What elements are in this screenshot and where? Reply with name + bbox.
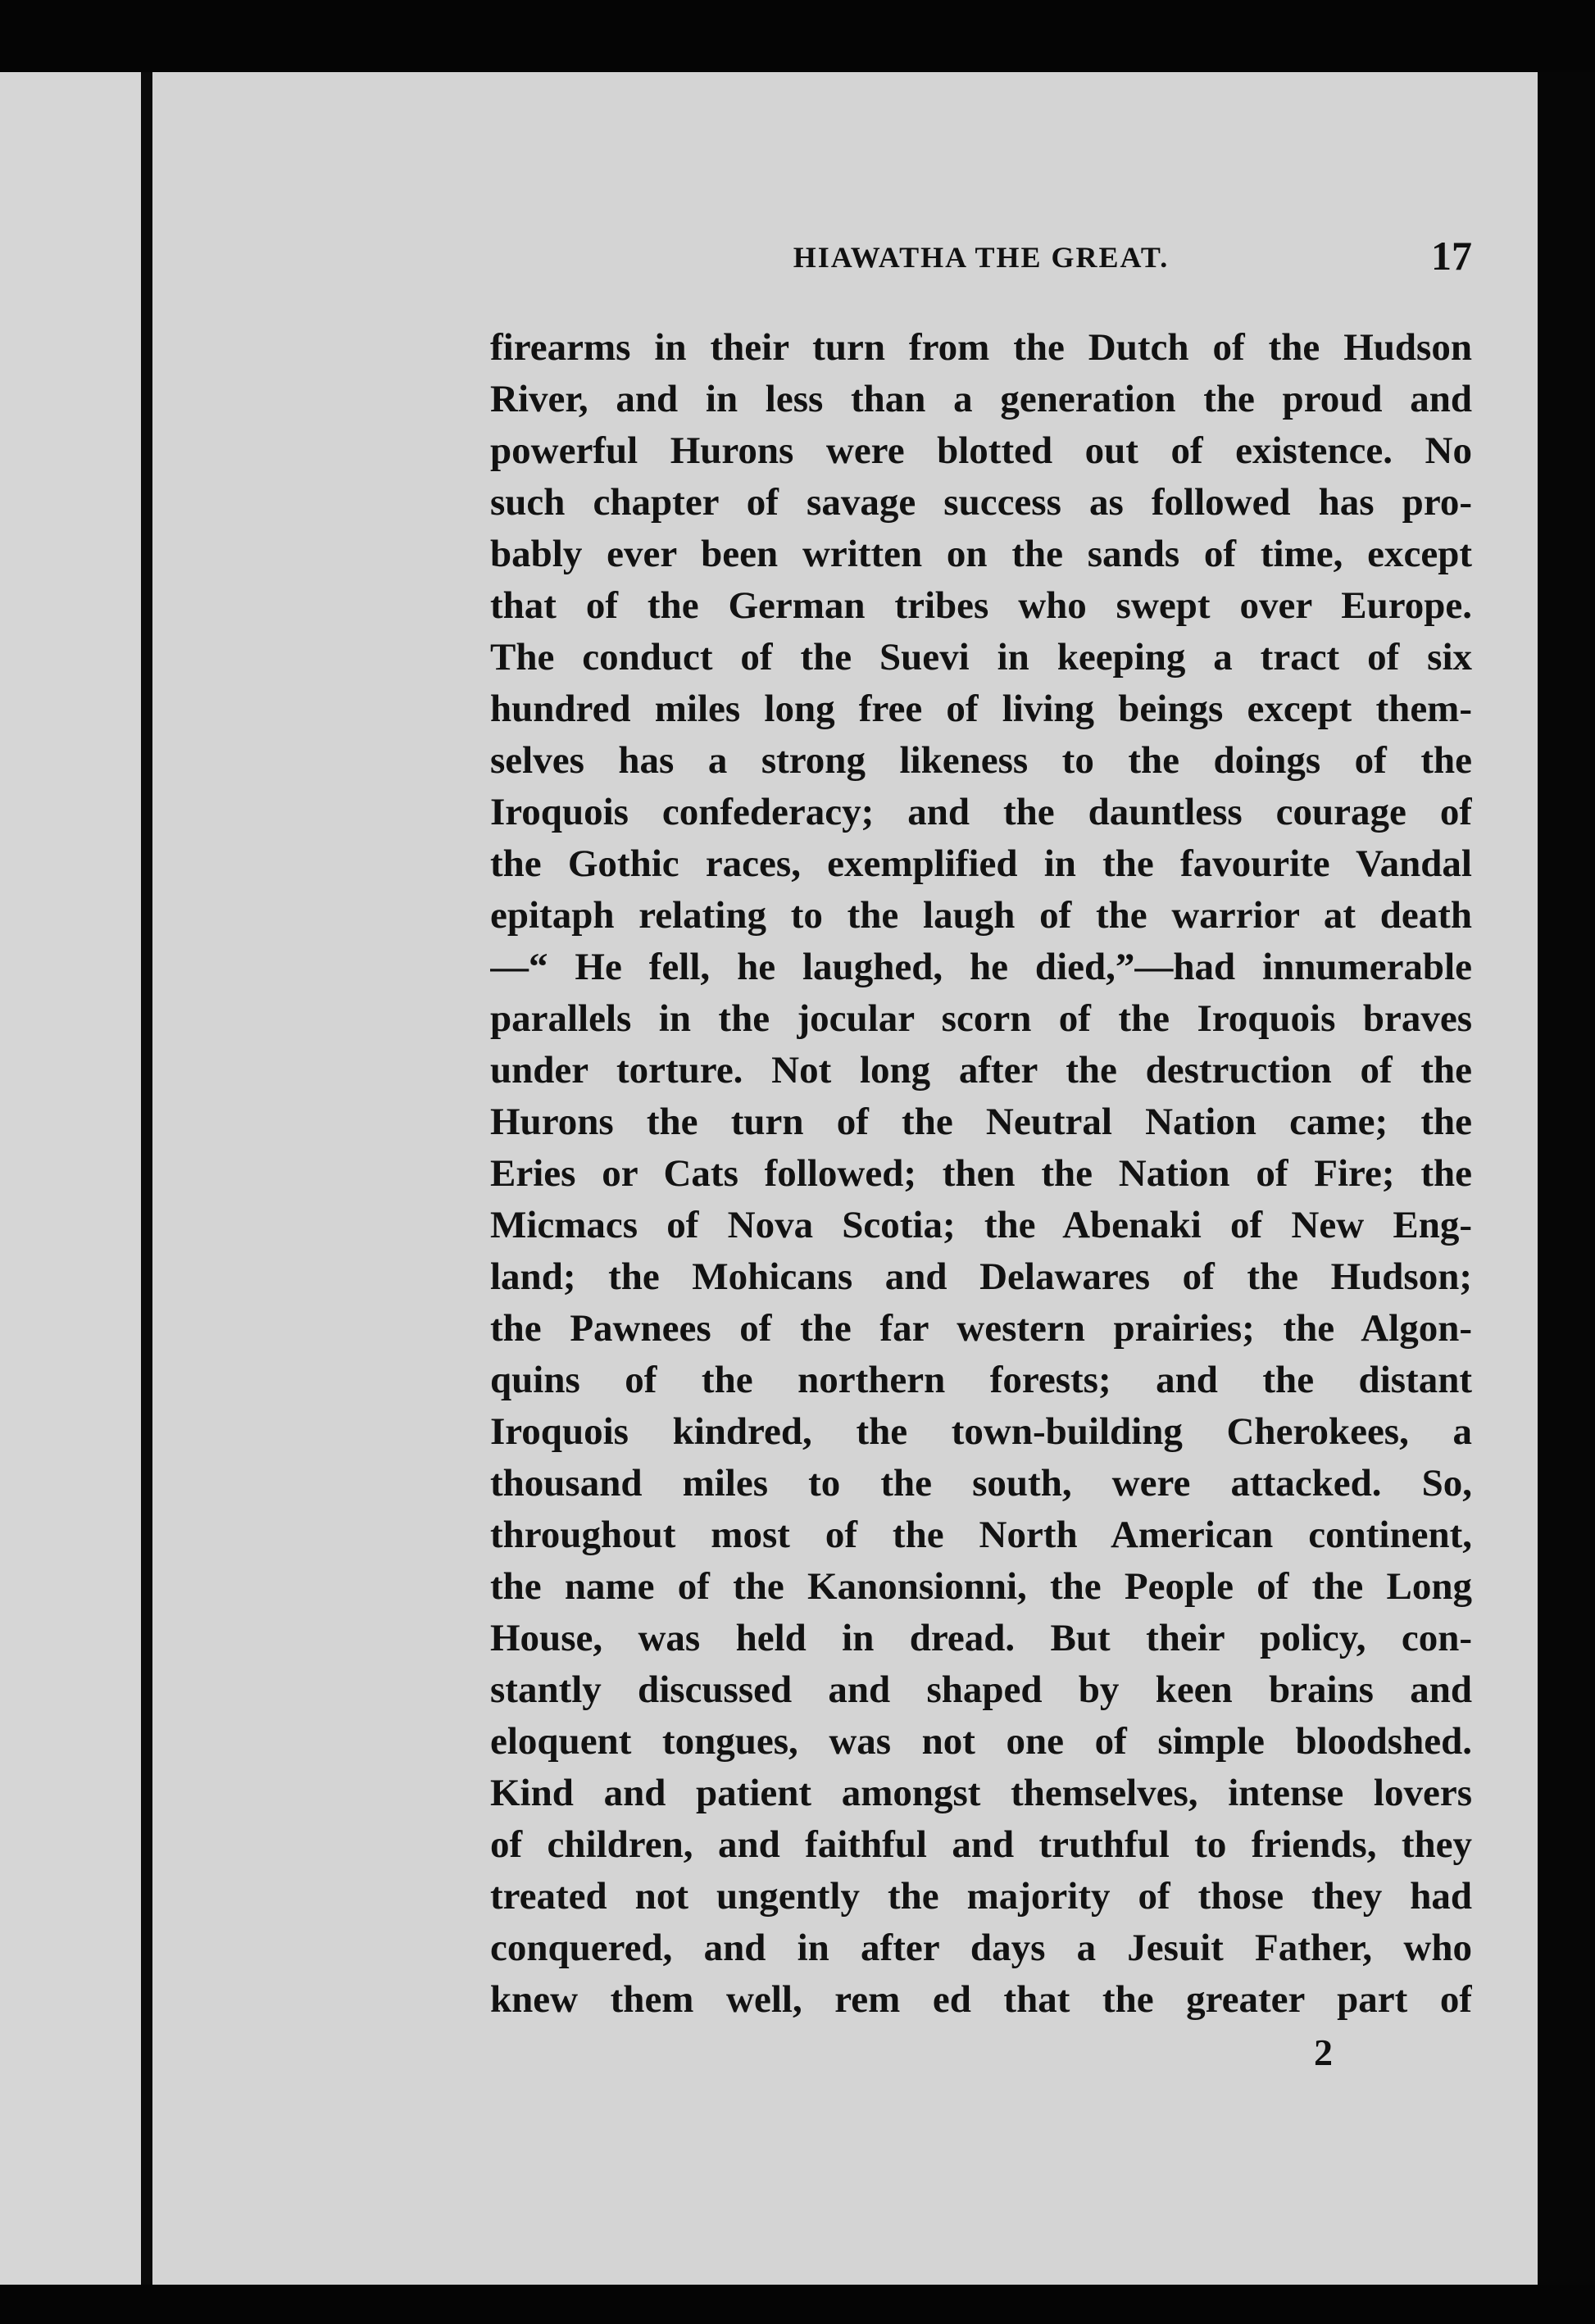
text-line: epitaph relating to the laugh of the warrior at death [490, 894, 1472, 937]
text-line: land; the Mohicans and Delawares of the Hudson; [490, 1255, 1472, 1298]
running-head-title: HIAWATHA THE GREAT. [793, 241, 1170, 274]
page-text-block [490, 232, 1472, 2074]
text-line: of children, and faithful and truthful to friends, they [490, 1823, 1472, 1866]
text-line: under torture. Not long after the destruction of the [490, 1049, 1472, 1092]
page-number: 17 [1431, 233, 1472, 279]
body-text [490, 322, 1472, 2026]
text-line: stantly discussed and shaped by keen brains and [490, 1668, 1472, 1711]
text-line: Kind and patient amongst themselves, intense lovers [490, 1772, 1472, 1814]
text-line: that of the German tribes who swept over Europe. [490, 584, 1472, 627]
text-line: the Pawnees of the far western prairies; the Algon- [490, 1307, 1472, 1350]
scan-border-right [1538, 72, 1595, 2285]
text-line: Hurons the turn of the Neutral Nation came; the [490, 1101, 1472, 1143]
facing-page-edge [0, 72, 141, 2285]
text-line: Iroquois confederacy; and the dauntless courage of [490, 791, 1472, 833]
text-line: hundred miles long free of living beings except them- [490, 688, 1472, 730]
book-page [152, 72, 1538, 2285]
running-head [490, 232, 1472, 289]
text-line: Micmacs of Nova Scotia; the Abenaki of New Eng- [490, 1204, 1472, 1246]
signature-mark: 2 [1314, 2031, 1333, 2073]
text-line: parallels in the jocular scorn of the Iroquois braves [490, 997, 1472, 1040]
text-line: Iroquois kindred, the town-building Cherokees, a [490, 1410, 1472, 1453]
text-line: bably ever been written on the sands of time, except [490, 533, 1472, 575]
text-line: such chapter of savage success as followed has pro- [490, 481, 1472, 524]
text-line: quins of the northern forests; and the distant [490, 1359, 1472, 1401]
text-line: the name of the Kanonsionni, the People of the Long [490, 1565, 1472, 1608]
text-line: firearms in their turn from the Dutch of the Hudson [490, 326, 1472, 369]
text-line: thousand miles to the south, were attacked. So, [490, 1462, 1472, 1505]
text-line: conquered, and in after days a Jesuit Father, who [490, 1927, 1472, 1969]
gutter-shadow [141, 72, 152, 2285]
text-line: throughout most of the North American continent, [490, 1514, 1472, 1556]
text-line: eloquent tongues, was not one of simple bloodshed. [490, 1720, 1472, 1763]
text-line: River, and in less than a generation the proud and [490, 378, 1472, 420]
text-line: —“ He fell, he laughed, he died,”—had innumerable [490, 946, 1472, 988]
text-line: knew them well, rem ed that the greater part of [490, 1978, 1472, 2021]
text-line: House, was held in dread. But their policy, con- [490, 1617, 1472, 1659]
text-line: powerful Hurons were blotted out of existence. No [490, 429, 1472, 472]
text-line: treated not ungently the majority of those they had [490, 1875, 1472, 1918]
text-line: selves has a strong likeness to the doings of the [490, 739, 1472, 782]
text-line: the Gothic races, exemplified in the favourite Vandal [490, 842, 1472, 885]
text-line: The conduct of the Suevi in keeping a tract of six [490, 636, 1472, 679]
text-line: Eries or Cats followed; then the Nation of Fire; the [490, 1152, 1472, 1195]
